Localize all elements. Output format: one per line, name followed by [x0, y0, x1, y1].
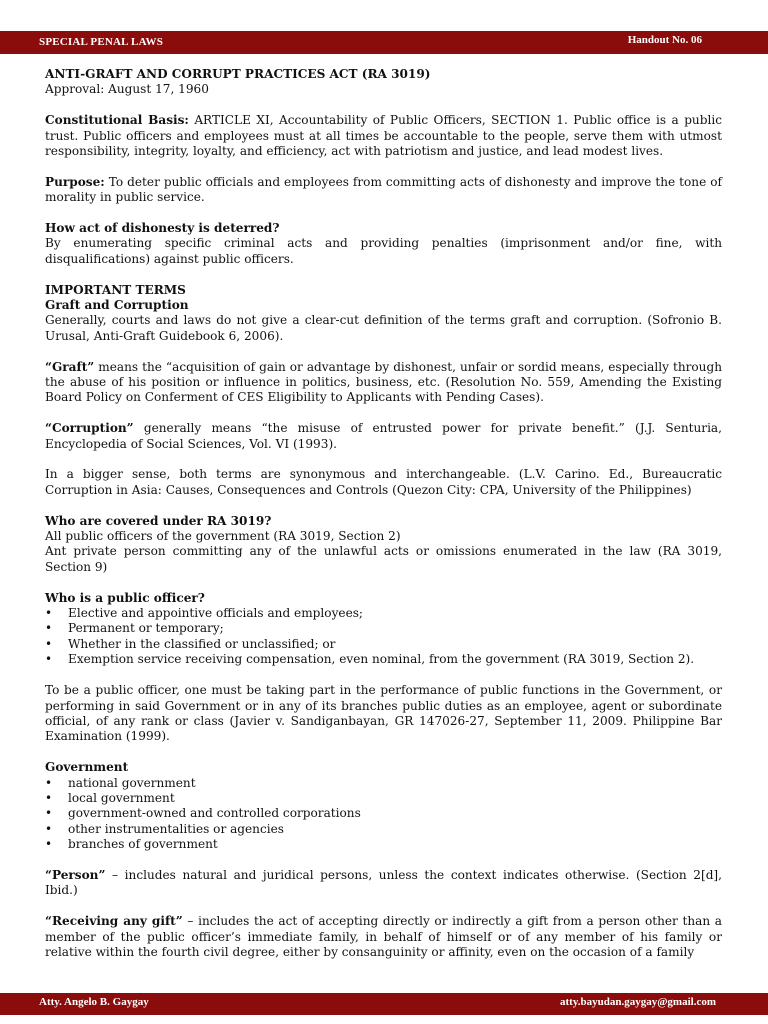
header-subject: SPECIAL PENAL LAWS	[39, 36, 164, 48]
footer-email: atty.bayudan.gaygay@gmail.com	[560, 996, 716, 1008]
constitutional-text: ARTICLE XI, Accountability of Public Officers, SECTION 1. Public office is a public trust. Public officers and employees must at all times be accountable to the people, serve them with utmost responsibility, integrity, loyalty, and efficiency, act with patriotism and justice, and lead modest lives.	[45, 113, 722, 159]
document-body	[45, 67, 722, 960]
public-officer-explanation: To be a public officer, one must be taking part in the performance of public functions in the Government, or performing in said Government or in any of its branches public duties as an employee, agent or subordinate official, of any rank or class (Javier v. Sandiganbayan, GR 147026-27, September 11, 2009. Philippine Bar Examination (1999).	[45, 683, 722, 744]
list-item: • Whether in the classified or unclassified; or	[45, 637, 722, 652]
footer-author: Atty. Angelo B. Gaygay	[39, 996, 149, 1008]
person-text: – includes natural and juridical persons, unless the context indicates otherwise. (Section 2[d], Ibid.)	[45, 867, 722, 898]
graft-text: means the “acquisition of gain or advantage by dishonest, unfair or sordid means, especially through the abuse of his position or influence in politics, business, etc. (Resolution No. 559, Amending the Existing Board Policy on Conferment of CES Eligibility to Applicants with Pending Cases).	[45, 359, 722, 405]
covered-line-2: Ant private person committing any of the unlawful acts or omissions enumerated in the law (RA 3019, Section 9)	[45, 544, 722, 574]
list-item: • Exemption service receiving compensation, even nominal, from the government (RA 3019, Section 2).	[45, 652, 722, 667]
deterred-text: By enumerating specific criminal acts and providing penalties (imprisonment and/or fine, with disqualifications) against public officers.	[45, 236, 722, 266]
list-item: • branches of government	[45, 837, 722, 852]
important-terms-heading: IMPORTANT TERMS	[45, 282, 186, 297]
list-item: • Permanent or temporary;	[45, 621, 722, 636]
graft-corruption-heading: Graft and Corruption	[45, 298, 189, 313]
receiving-gift-definition	[45, 914, 722, 960]
list-item: • national government	[45, 776, 722, 791]
header-band	[0, 31, 768, 54]
graft-corruption-text: Generally, courts and laws do not give a clear-cut definition of the terms graft and corruption. (Sofronio B. Urusal, Anti-Graft Guidebook 6, 2006).	[45, 313, 722, 343]
government-list	[45, 776, 722, 853]
gift-label: “Receiving any gift”	[45, 914, 183, 929]
public-officer-heading: Who is a public officer?	[45, 590, 205, 605]
list-item: • Elective and appointive officials and employees;	[45, 606, 722, 621]
public-officer-list	[45, 606, 722, 668]
covered-line-1: All public officers of the government (RA 3019, Section 2)	[45, 529, 401, 544]
graft-label: “Graft”	[45, 359, 95, 374]
gift-text: – includes the act of accepting directly or indirectly a gift from a person other than a member of the public officer’s immediate family, in behalf of himself or of any member of his family or relative within the fourth civil degree, either by consanguinity or affinity, even on the occasion of a family	[45, 914, 722, 959]
deterred-heading: How act of dishonesty is deterred?	[45, 221, 280, 236]
list-item: • other instrumentalities or agencies	[45, 822, 722, 837]
graft-definition	[45, 360, 722, 406]
document-title: ANTI-GRAFT AND CORRUPT PRACTICES ACT (RA 3019)	[45, 67, 431, 81]
purpose	[45, 175, 722, 206]
purpose-text: To deter public officials and employees from committing acts of dishonesty and improve the tone of morality in public service.	[45, 174, 722, 205]
approval-date: Approval: August 17, 1960	[45, 82, 209, 97]
person-label: “Person”	[45, 867, 106, 882]
government-heading: Government	[45, 760, 129, 775]
covered-heading: Who are covered under RA 3019?	[45, 513, 272, 528]
purpose-label: Purpose:	[45, 174, 105, 189]
footer-band	[0, 993, 768, 1015]
header-handout-number: Handout No. 06	[627, 34, 702, 46]
corruption-label: “Corruption”	[45, 421, 134, 436]
list-item: • local government	[45, 791, 722, 806]
bigger-sense-text: In a bigger sense, both terms are synonymous and interchangeable. (L.V. Carino. Ed., Bureaucratic Corruption in Asia: Causes, Consequences and Controls (Quezon City: CPA, University of the Philippines)	[45, 467, 722, 497]
corruption-definition	[45, 421, 722, 452]
person-definition	[45, 868, 722, 899]
list-item: • government-owned and controlled corporations	[45, 806, 722, 821]
constitutional-label: Constitutional Basis:	[45, 113, 189, 128]
corruption-text: generally means “the misuse of entrusted power for private benefit.” (J.J. Senturia, Encyclopedia of Social Sciences, Vol. VI (1993).	[45, 421, 722, 451]
constitutional-basis	[45, 113, 722, 159]
